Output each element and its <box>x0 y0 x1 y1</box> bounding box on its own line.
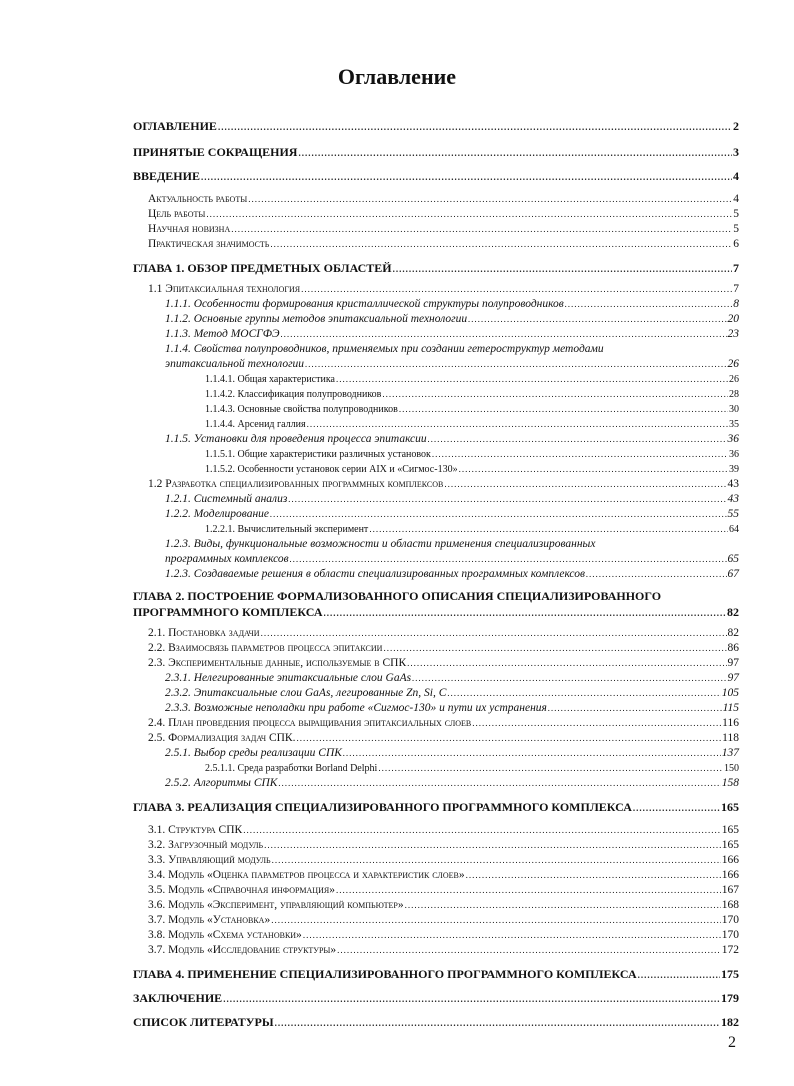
toc-entry-wrapped-line: 1.2.3. Виды, функциональные возможности и области применения специализированных <box>165 538 596 550</box>
leader-dots <box>382 387 728 402</box>
toc-entry[interactable] <box>133 671 739 686</box>
leader-dots <box>405 898 721 913</box>
leader-dots <box>272 853 721 868</box>
toc-label: 1.1.4.2. Классификация полупроводников <box>205 389 382 400</box>
toc-entry[interactable] <box>133 686 739 701</box>
toc-page: 8 <box>733 298 739 310</box>
toc-entry[interactable] <box>133 823 739 838</box>
toc-page: 39 <box>729 464 739 475</box>
toc-entry-chapter-3[interactable] <box>133 799 739 815</box>
toc-page: 36 <box>727 433 739 445</box>
toc-entry-references[interactable] <box>133 1014 739 1030</box>
toc-entry-chapter-2[interactable] <box>133 604 739 620</box>
leader-dots <box>378 761 723 776</box>
toc-label: 1.2.2. Моделирование <box>165 508 270 520</box>
toc-page: 116 <box>722 717 739 729</box>
leader-dots <box>393 261 732 277</box>
toc-label: 1.1.4.4. Арсенид галлия <box>205 419 306 430</box>
leader-dots <box>223 991 720 1007</box>
page-title: Оглавление <box>337 64 457 89</box>
toc-page: 158 <box>721 777 739 789</box>
leader-dots <box>303 928 721 943</box>
leader-dots <box>638 967 720 983</box>
toc-page: 7 <box>733 261 739 275</box>
toc-label: 1.1.5.1. Общие характеристики различных установок <box>205 449 431 460</box>
toc-entry[interactable] <box>133 507 739 522</box>
toc-page: 150 <box>724 763 739 774</box>
toc-label: ЗАКЛЮЧЕНИЕ <box>133 991 223 1005</box>
toc-entry[interactable] <box>133 372 739 387</box>
toc-entry[interactable] <box>133 626 739 641</box>
toc-entry-conclusion[interactable] <box>133 990 739 1006</box>
leader-dots <box>337 943 721 958</box>
toc-label: 2.5. Формализация задач СПК. <box>148 732 296 744</box>
toc-page: 30 <box>729 404 739 415</box>
toc-label: 3.6. Модуль «Эксперимент, управляющий компьютер» <box>148 899 404 911</box>
leader-dots <box>586 567 727 582</box>
leader-dots <box>459 462 728 477</box>
toc-entry[interactable] <box>133 492 739 507</box>
toc-page: 55 <box>727 508 739 520</box>
table-of-contents <box>133 118 739 1030</box>
toc-page: 3 <box>733 145 739 159</box>
toc-page: 97 <box>727 672 739 684</box>
leader-dots <box>218 119 732 135</box>
leader-dots <box>336 372 728 387</box>
toc-page: 165 <box>721 800 739 814</box>
toc-label: Актуальность работы <box>148 193 248 205</box>
leader-dots <box>336 883 721 898</box>
leader-dots <box>275 1015 720 1031</box>
leader-dots <box>231 222 732 237</box>
toc-page: 67 <box>727 568 739 580</box>
toc-page: 4 <box>733 169 739 183</box>
toc-page: 82 <box>727 605 739 619</box>
toc-entry[interactable] <box>133 746 739 761</box>
toc-page: 65 <box>727 553 739 565</box>
toc-entry[interactable] <box>133 282 739 297</box>
leader-dots <box>301 282 732 297</box>
toc-page: 165 <box>721 824 739 836</box>
toc-page: 182 <box>721 1015 739 1029</box>
toc-chapter-wrapped-line: ГЛАВА 2. ПОСТРОЕНИЕ ФОРМАЛИЗОВАННОГО ОПИСАНИЯ СПЕЦИАЛИЗИРОВАННОГО <box>133 589 662 603</box>
toc-page: 7 <box>733 283 739 295</box>
leader-dots <box>261 626 727 641</box>
toc-label: Научная новизна <box>148 223 231 235</box>
toc-entry[interactable] <box>133 898 739 913</box>
toc-page: 6 <box>733 238 739 250</box>
toc-label: 3.1. Структура СПК <box>148 824 243 836</box>
toc-page: 4 <box>733 193 739 205</box>
toc-label: 3.3. Управляющий модуль <box>148 854 271 866</box>
leader-dots <box>428 432 727 447</box>
toc-label: 2.2. Взаимосвязь параметров процесса эпитаксии <box>148 642 383 654</box>
toc-page: 166 <box>721 869 739 881</box>
toc-entry[interactable] <box>133 192 739 207</box>
leader-dots <box>201 169 732 185</box>
toc-label: ГЛАВА 1. ОБЗОР ПРЕДМЕТНЫХ ОБЛАСТЕЙ <box>133 261 392 275</box>
leader-dots <box>447 686 720 701</box>
leader-dots <box>290 552 727 567</box>
leader-dots <box>399 402 728 417</box>
toc-label: 1.1.3. Метод МОСГФЭ <box>165 328 280 340</box>
toc-page: 43 <box>727 478 739 490</box>
toc-entry[interactable] <box>133 417 739 432</box>
toc-page: 35 <box>729 419 739 430</box>
toc-entry[interactable] <box>133 776 739 791</box>
toc-entry[interactable] <box>133 928 739 943</box>
toc-label: 2.5.1. Выбор среды реализации СПК <box>165 747 342 759</box>
toc-entry[interactable] <box>133 207 739 222</box>
toc-page: 168 <box>721 899 739 911</box>
toc-entry[interactable] <box>133 297 739 312</box>
leader-dots <box>278 776 720 791</box>
toc-page: 170 <box>721 929 739 941</box>
toc-label: 3.8. Модуль «Схема установки» <box>148 929 302 941</box>
toc-page: 179 <box>721 991 739 1005</box>
toc-label: ГЛАВА 4. ПРИМЕНЕНИЕ СПЕЦИАЛИЗИРОВАННОГО ПРОГРАММНОГО КОМПЛЕКСА <box>133 967 637 981</box>
toc-entry[interactable] <box>133 853 739 868</box>
toc-entry[interactable] <box>133 641 739 656</box>
toc-entry[interactable] <box>133 477 739 492</box>
leader-dots <box>444 477 726 492</box>
leader-dots <box>270 237 732 252</box>
toc-entry[interactable] <box>133 943 739 958</box>
toc-entry[interactable] <box>133 432 739 447</box>
leader-dots <box>466 868 721 883</box>
toc-page: 20 <box>727 313 739 325</box>
leader-dots <box>324 605 727 621</box>
leader-dots <box>432 447 728 462</box>
toc-entry-wrapped-line: 1.1.4. Свойства полупроводников, применяемых при создании гетероструктур методами <box>165 343 604 355</box>
toc-entry[interactable] <box>133 868 739 883</box>
toc-label: 1.2.2.1. Вычислительный эксперимент <box>205 524 369 535</box>
toc-label: ПРОГРАММНОГО КОМПЛЕКСА <box>133 605 323 619</box>
leader-dots <box>270 507 726 522</box>
toc-entry[interactable] <box>133 838 739 853</box>
toc-entry[interactable] <box>133 883 739 898</box>
toc-label: СПИСОК ЛИТЕРАТУРЫ <box>133 1015 274 1029</box>
toc-page: 86 <box>727 642 739 654</box>
toc-entry[interactable] <box>133 701 739 716</box>
toc-label: ВВЕДЕНИЕ <box>133 169 200 183</box>
toc-entry[interactable] <box>133 761 739 776</box>
toc-label: 1.2.1. Системный анализ <box>165 493 288 505</box>
toc-entry[interactable] <box>133 567 739 582</box>
leader-dots <box>468 312 726 327</box>
toc-page: 28 <box>729 389 739 400</box>
toc-page: 172 <box>721 944 739 956</box>
toc-entry[interactable] <box>133 731 739 746</box>
leader-dots <box>248 192 732 207</box>
toc-label: 1.1.1. Особенности формирования кристаллической структуры полупроводников <box>165 298 564 310</box>
toc-label: Цель работы <box>148 208 206 220</box>
toc-label: 3.7. Модуль «Установка» <box>148 914 271 926</box>
toc-label: 1.1.5.2. Особенности установок серии AIX и «Сигмос-130» <box>205 464 458 475</box>
page-number: 2 <box>728 1034 736 1051</box>
toc-label: 1.2.3. Создаваемые решения в области специализированных программных комплексов <box>165 568 585 580</box>
toc-entry[interactable] <box>133 522 739 537</box>
toc-entry[interactable] <box>133 357 739 372</box>
toc-label: ГЛАВА 3. РЕАЛИЗАЦИЯ СПЕЦИАЛИЗИРОВАННОГО ПРОГРАММНОГО КОМПЛЕКСА <box>133 800 632 814</box>
toc-label: 1.1.4.3. Основные свойства полупроводников <box>205 404 398 415</box>
leader-dots <box>383 641 726 656</box>
toc-entry[interactable] <box>133 462 739 477</box>
leader-dots <box>412 671 726 686</box>
toc-label: 1.2 Разработка специализированных программных комплексов <box>148 478 444 490</box>
toc-page: 175 <box>721 967 739 981</box>
toc-page: 36 <box>729 449 739 460</box>
toc-label: Практическая значимость <box>148 238 270 250</box>
leader-dots <box>548 701 722 716</box>
toc-label: 3.2. Загрузочный модуль <box>148 839 264 851</box>
leader-dots <box>296 731 721 746</box>
toc-page: 115 <box>722 702 739 714</box>
toc-label: 2.1. Постановка задачи <box>148 627 260 639</box>
toc-page: 165 <box>721 839 739 851</box>
toc-entry-introduction[interactable] <box>133 168 739 184</box>
toc-entry[interactable] <box>133 312 739 327</box>
toc-entry[interactable] <box>133 552 739 567</box>
leader-dots <box>407 656 726 671</box>
toc-page: 26 <box>729 374 739 385</box>
leader-dots <box>472 716 721 731</box>
toc-label: 2.3.1. Нелегированные эпитаксиальные слои GaAs <box>165 672 412 684</box>
toc-entry[interactable] <box>133 447 739 462</box>
toc-page: 166 <box>721 854 739 866</box>
toc-entry[interactable] <box>133 237 739 252</box>
toc-entry-abbreviations[interactable] <box>133 144 739 160</box>
leader-dots <box>243 823 721 838</box>
toc-label: 2.3. Экспериментальные данные, используемые в СПК <box>148 657 407 669</box>
toc-label: 2.5.2. Алгоритмы СПК <box>165 777 278 789</box>
toc-label: 3.7. Модуль «Исследование структуры» <box>148 944 337 956</box>
leader-dots <box>565 297 732 312</box>
toc-page: 97 <box>727 657 739 669</box>
toc-entry-chapter-1[interactable] <box>133 260 739 276</box>
toc-label: 1.1.2. Основные группы методов эпитаксиальной технологии <box>165 313 468 325</box>
toc-label: 1.1.5. Установки для проведения процесса эпитаксии <box>165 433 427 445</box>
toc-label: 2.3.2. Эпитаксиальные слои GaAs, легированные Zn, Si, C <box>165 687 447 699</box>
toc-entry-chapter-4[interactable] <box>133 966 739 982</box>
toc-page: 137 <box>721 747 739 759</box>
leader-dots <box>288 492 726 507</box>
toc-entry[interactable] <box>133 327 739 342</box>
leader-dots <box>298 145 732 161</box>
toc-page: 23 <box>727 328 739 340</box>
toc-page: 5 <box>733 223 739 235</box>
toc-label: 2.3.3. Возможные неполадки при работе «Сигмос-130» и пути их устранения <box>165 702 547 714</box>
leader-dots <box>206 207 732 222</box>
leader-dots <box>633 800 720 816</box>
toc-page: 5 <box>733 208 739 220</box>
leader-dots <box>264 838 721 853</box>
toc-entry-contents[interactable] <box>133 118 739 134</box>
toc-label: 1.1.4.1. Общая характеристика <box>205 374 335 385</box>
toc-label: 2.5.1.1. Среда разработки Borland Delphi <box>205 763 378 774</box>
toc-page: 26 <box>727 358 739 370</box>
leader-dots <box>305 357 726 372</box>
toc-label: 2.4. План проведения процесса выращивания эпитаксиальных слоев <box>148 717 472 729</box>
toc-label: 3.4. Модуль «Оценка параметров процесса и характеристик слоев» <box>148 869 465 881</box>
leader-dots <box>343 746 721 761</box>
toc-entry[interactable] <box>133 716 739 731</box>
toc-entry[interactable] <box>133 222 739 237</box>
toc-page: 118 <box>722 732 739 744</box>
toc-page: 105 <box>721 687 739 699</box>
toc-page: 43 <box>727 493 739 505</box>
toc-entry[interactable] <box>133 387 739 402</box>
toc-page: 82 <box>727 627 739 639</box>
toc-page: 64 <box>729 524 739 535</box>
toc-page: 2 <box>733 119 739 133</box>
leader-dots <box>271 913 721 928</box>
leader-dots <box>307 417 728 432</box>
toc-label: ПРИНЯТЫЕ СОКРАЩЕНИЯ <box>133 145 298 159</box>
toc-label: программных комплексов <box>165 553 289 565</box>
leader-dots <box>281 327 727 342</box>
toc-label: 1.1 Эпитаксиальная технология <box>148 283 301 295</box>
toc-entry[interactable] <box>133 402 739 417</box>
toc-label: эпитаксиальной технологии <box>165 358 305 370</box>
toc-page: 170 <box>721 914 739 926</box>
leader-dots <box>369 522 728 537</box>
toc-entry[interactable] <box>133 656 739 671</box>
toc-entry[interactable] <box>133 913 739 928</box>
toc-page: 167 <box>721 884 739 896</box>
toc-label: ОГЛАВЛЕНИЕ <box>133 119 217 133</box>
toc-label: 3.5. Модуль «Справочная информация» <box>148 884 335 896</box>
